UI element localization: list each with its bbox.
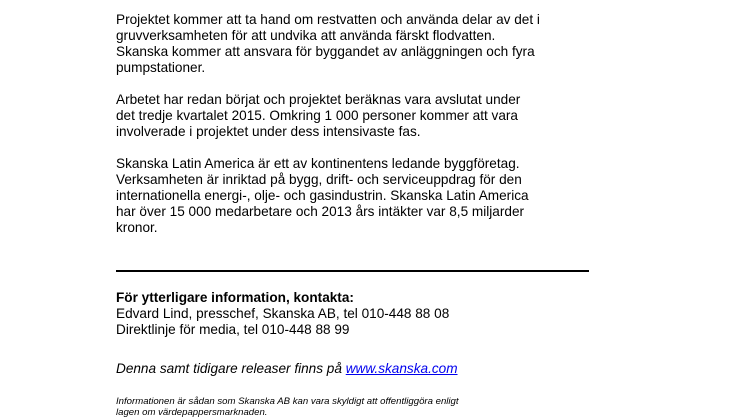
text-line: Projektet kommer att ta hand om restvatten och använda delar av det i	[116, 12, 540, 27]
text-line: Verksamheten är inriktad på bygg, drift- och serviceuppdrag för den	[116, 172, 522, 187]
paragraph-project-timeline	[116, 92, 596, 140]
text-line: Skanska Latin America är ett av kontinentens ledande byggföretag.	[116, 156, 520, 171]
releases-text: Denna samt tidigare releaser finns på	[116, 361, 346, 376]
text-line: Arbetet har redan börjat och projektet beräknas vara avslutat under	[116, 92, 521, 107]
text-line: Skanska kommer att ansvara för byggandet av anläggningen och fyra	[116, 44, 535, 59]
releases-note	[116, 361, 458, 377]
skanska-website-link[interactable]: www.skanska.com	[345, 361, 458, 376]
section-divider	[116, 270, 589, 272]
legal-disclaimer	[116, 396, 596, 418]
text-line: involverade i projektet under dess intensivaste fas.	[116, 124, 421, 139]
press-release-body	[116, 12, 596, 252]
contact-block	[116, 290, 596, 338]
paragraph-project-scope	[116, 12, 596, 76]
text-line: pumpstationer.	[116, 60, 206, 75]
contact-press-officer: Edvard Lind, presschef, Skanska AB, tel 010-448 88 08	[116, 306, 450, 321]
paragraph-company-profile	[116, 156, 596, 236]
text-line: det tredje kvartalet 2015. Omkring 1 000 personer kommer att vara	[116, 108, 518, 123]
disclaimer-line: lagen om värdepappersmarknaden.	[116, 407, 268, 418]
contact-heading: För ytterligare information, kontakta:	[116, 290, 354, 305]
text-line: har över 15 000 medarbetare och 2013 års intäkter var 8,5 miljarder	[116, 204, 525, 219]
text-line: internationella energi-, olje- och gasindustrin. Skanska Latin America	[116, 188, 529, 203]
disclaimer-line: Informationen är sådan som Skanska AB kan vara skyldigt att offentliggöra enligt	[116, 396, 459, 407]
text-line: gruvverksamheten för att undvika att använda färskt flodvatten.	[116, 28, 496, 43]
text-line: kronor.	[116, 220, 158, 235]
contact-media-line: Direktlinje för media, tel 010-448 88 99	[116, 322, 350, 337]
